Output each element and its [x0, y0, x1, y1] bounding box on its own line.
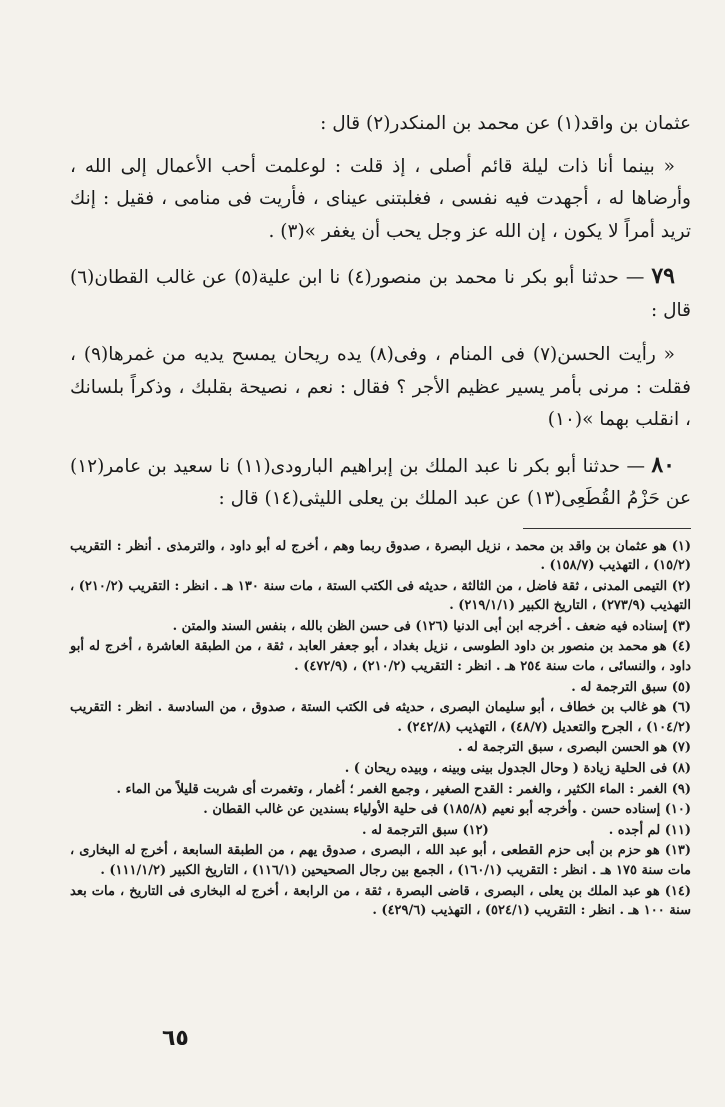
footnotes-11-12	[70, 821, 691, 841]
footnote-9: (٩) الغمر : الماء الكثير ، والغمر : القدح الصغير ، وجمع الغمر ؛ أغمار ، وتغمرت أى شربت قليلاً من الماء .	[116, 781, 691, 797]
footnote-13: (١٣) هو حزم بن أبى حزم القطعى ، أبو عبد الله ، البصرى ، صدوق يهم ، من الطبقة السابعة ، أخرج له البخارى ، مات سنة ١٧٥ هـ . انظر : التقريب (١٦٠/١) ، الجمع بين رجال الصحيحين (١١٦/١) ، التاريخ الكبير (١١١/١/٢) .	[70, 843, 691, 878]
footnote-5: (٥) سبق الترجمة له .	[571, 679, 691, 695]
paragraph-1: عثمان بن واقد(١) عن محمد بن المنكدر(٢) قال :	[320, 113, 691, 134]
footnote-2: (٢) التيمى المدنى ، ثقة فاضل ، من الثالثة ، حديثه فى الكتب الستة ، مات سنة ١٣٠ هـ . انظر : التقريب (٢١٠/٢) ، التهذيب (٢٧٣/٩) ، التاريخ الكبير (٢١٩/١/١) .	[70, 578, 691, 614]
paragraph-3-text: — حدثنا أبو بكر نا محمد بن منصور(٤) نا ابن علية(٥) عن غالب القطان(٦) قال :	[70, 267, 691, 321]
footnote-11: (١١) لم أجده .	[608, 822, 691, 838]
footnote-14: (١٤) هو عبد الملك بن يعلى ، البصرى ، قاضى البصرة ، ثقة ، من الرابعة ، أخرج له البخارى فى التاريخ ، مات بعد سنة ١٠٠ هـ . انظر : التقريب (٥٢٤/١) ، التهذيب (٤٢٩/٦) .	[70, 883, 691, 919]
footnote-7: (٧) هو الحسن البصرى ، سبق الترجمة له .	[457, 740, 691, 756]
footnote-divider	[523, 528, 691, 529]
hadith-number-79: ٧٩	[651, 263, 675, 289]
footnote-3: (٣) إسناده فيه ضعف . أخرجه ابن أبى الدنيا (١٢٦) فى حسن الظن بالله ، بنفس السند والمتن .	[172, 618, 691, 634]
paragraph-2: « بينما أنا ذات ليلة قائم أصلى ، إذ قلت : لوعلمت أحب الأعمال إلى الله ، وأرضاها له ، أجهدت فيه نفسى ، فغلبتنى عيناى ، فأريت فى منامى ، فقيل : إنك تريد أمراً لا يكون ، إن الله عز وجل يحب أن يغفر »(٣) .	[70, 155, 691, 242]
footnote-4: (٤) هو محمد بن منصور بن داود الطوسى ، نزيل بغداد ، أبو جعفر العابد ، ثقة ، من الطبقة العاشرة ، أخرج له أبو داود ، والنسائى ، مات سنة ٢٥٤ هـ . انظر : التقريب (٢١٠/٢) ، (٤٧٢/٩) .	[70, 639, 691, 675]
footnote-1: (١) هو عثمان بن واقد بن محمد ، نزيل البصرة ، صدوق ربما وهم ، أخرج له أبو داود ، والترمذى . أنظر : التقريب (١٥/٢) ، التهذيب (١٥٨/٧) .	[70, 538, 691, 574]
page-number: ٦٥	[162, 1026, 189, 1051]
footnote-8: (٨) فى الحلية زيادة ( وحال الجدول بينى وبينه ، وبيده ريحان ) .	[344, 761, 691, 777]
paragraph-5	[70, 449, 691, 516]
footnote-12: (١٢) سبق الترجمة له .	[362, 822, 489, 838]
paragraph-3	[70, 260, 691, 327]
footnotes	[70, 537, 691, 921]
paragraph-4: « رأيت الحسن(٧) فى المنام ، وفى(٨) يده ريحان يمسح يديه من غمرها(٩) ، فقلت : مرنى بأمر يسير عظيم الأجر ؟ فقال : نعم ، نصيحة بقلبك ، وذكراً بلسانك ، انقلب بهما »(١٠)	[70, 344, 691, 430]
paragraph-5-text: — حدثنا أبو بكر نا عبد الملك بن إبراهيم البارودى(١١) نا سعيد بن عامر(١٢) عن حَزْمُ القُطَعِى(١٣) عن عبد الملك بن يعلى الليثى(١٤) قال :	[70, 455, 691, 509]
footnote-10: (١٠) إسناده حسن . وأخرجه أبو نعيم (١٨٥/٨) فى حلية الأولياء بسندين عن غالب القطان .	[203, 802, 691, 818]
main-text	[70, 108, 691, 516]
hadith-number-80: ٨٠	[651, 451, 675, 478]
footnote-6: (٦) هو غالب بن خطاف ، أبو سليمان البصرى ، حديثه فى الكتب الستة ، صدوق ، من السادسة . انظر : التقريب (١٠٤/٢) ، الجرح والتعديل (٤٨/٧) ، التهذيب (٢٤٢/٨) .	[70, 700, 691, 735]
book-page	[70, 108, 691, 922]
